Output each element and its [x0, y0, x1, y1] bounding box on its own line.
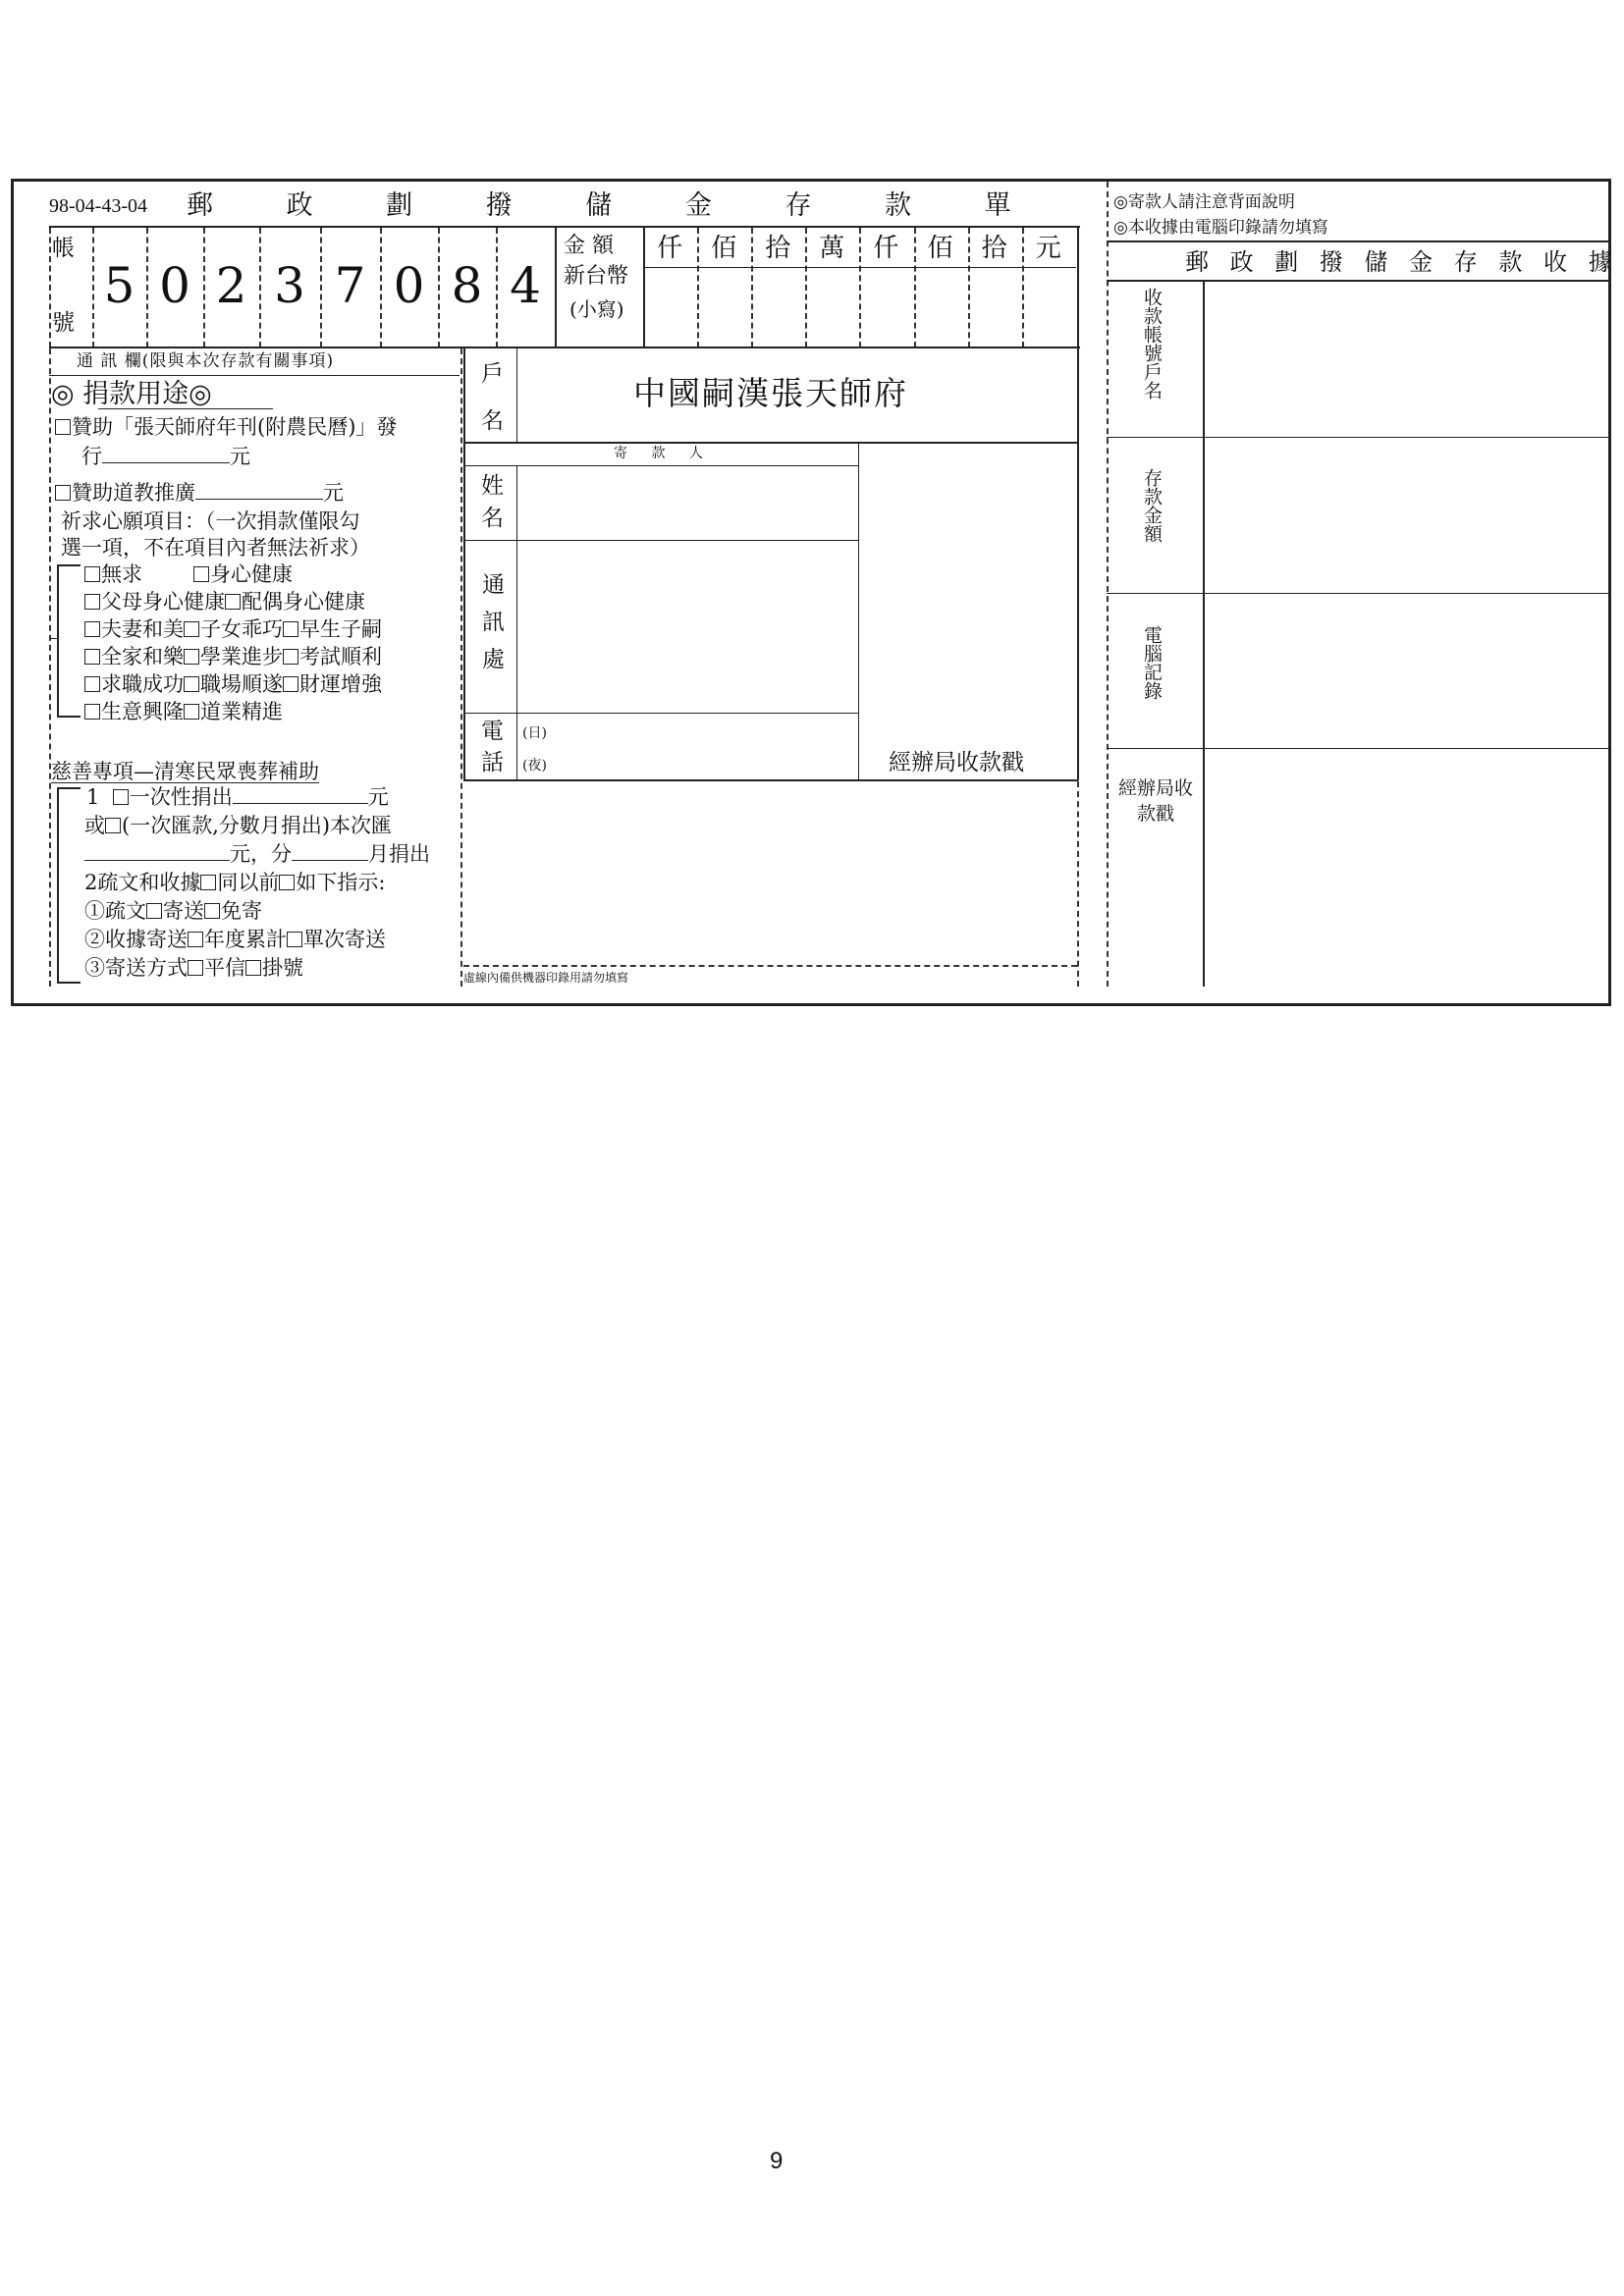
amount-unit-label: 佰: [711, 234, 737, 263]
charity-line-7: ③寄送方式 平信 掛號: [84, 956, 303, 980]
wish-checkbox[interactable]: [283, 649, 298, 665]
wish-label: 早生子嗣: [299, 617, 382, 641]
form-code: 98-04-43-04: [49, 195, 147, 217]
account-digit: 4: [510, 257, 541, 314]
payee-label-2: 名: [481, 408, 504, 434]
wish-label: 身心健康: [210, 562, 293, 586]
wish-label: 無求: [101, 562, 142, 586]
checkbox[interactable]: [279, 875, 295, 890]
wish-label: 職場順遂: [200, 672, 283, 696]
donation-item-2: 贊助道教推廣 元: [55, 483, 344, 504]
charity-bracket: [57, 787, 81, 984]
wish-label: 配偶身心健康: [242, 590, 365, 614]
amount-label-line2: 新台幣: [564, 264, 629, 289]
wish-row: [84, 647, 382, 667]
wish-row: [84, 592, 365, 613]
wish-label: 全家和樂: [101, 645, 184, 668]
wish-checkbox[interactable]: [84, 621, 100, 637]
account-digit: 7: [334, 257, 366, 314]
sender-right-border: [1077, 348, 1079, 780]
comm-left-edge: [49, 348, 51, 987]
donation-item-1: 贊助「張天師府年刊(附農民曆)」發: [55, 417, 397, 438]
wish-checkbox[interactable]: [184, 704, 199, 720]
checkbox[interactable]: [146, 903, 162, 919]
amount-unit-label: 拾: [981, 234, 1007, 263]
checkbox[interactable]: [245, 960, 261, 976]
wish-checkbox[interactable]: [283, 676, 298, 692]
amount-unit-label: 佰: [927, 234, 953, 263]
wish-row: [84, 619, 382, 640]
receipt-amount-label: 存款金額: [1141, 468, 1163, 543]
account-digit: 2: [215, 257, 247, 314]
name-label-2: 名: [481, 506, 504, 531]
page-number: 9: [770, 2148, 784, 2174]
receipt-separator: [1107, 182, 1109, 987]
wish-label: 夫妻和美: [101, 617, 184, 641]
wish-label: 學業進步: [200, 645, 283, 668]
receipt-stamp-label: 經辦局收款戳: [1117, 777, 1193, 825]
amount-label-line1: 金 額: [564, 234, 614, 258]
wish-checkbox[interactable]: [184, 621, 199, 637]
phone-day: (日): [522, 725, 547, 741]
wish-label: 父母身心健康: [101, 590, 225, 614]
stamp-column-border: [858, 444, 859, 779]
receipt-account-name-label: 收款帳號戶名: [1141, 288, 1163, 400]
checkbox[interactable]: [55, 485, 71, 501]
wish-checkbox[interactable]: [225, 594, 241, 610]
checkbox[interactable]: [55, 419, 71, 435]
wish-bracket: [57, 564, 81, 718]
account-left-edge: [49, 228, 51, 347]
checkbox[interactable]: [188, 960, 203, 976]
phone-night: (夜): [522, 758, 547, 774]
form-title: 郵 政 劃 撥 儲 金 存 款 單: [187, 190, 1044, 221]
account-digit: 3: [274, 257, 305, 314]
wish-intro-1: 祈求心願項目：（一次捐款僅限勾: [61, 509, 360, 533]
donation-heading: ◎ 捐款用途◎: [51, 379, 212, 409]
wish-label: 生意興隆: [101, 700, 184, 723]
amount-unit-label: 仟: [873, 234, 899, 263]
stamp-label: 經辦局收款戳: [889, 750, 1024, 775]
payee-name: 中國嗣漢張天師府: [633, 374, 908, 412]
wish-row: [84, 702, 283, 722]
wish-checkbox[interactable]: [84, 594, 100, 610]
amount-unit-label: 拾: [765, 234, 791, 263]
receipt-computer-record-label: 電腦記錄: [1141, 625, 1163, 700]
donation-heading-underline: [98, 408, 273, 409]
account-label-top: 帳: [52, 236, 75, 261]
wish-checkbox[interactable]: [84, 704, 100, 720]
wish-checkbox[interactable]: [184, 676, 199, 692]
account-row-bottom: [49, 347, 1080, 348]
wish-label: 道業精進: [200, 700, 283, 723]
amount-unit-label: 仟: [657, 234, 683, 263]
donation-item-1-line2: 行 元: [81, 445, 250, 468]
notice-1: ◎寄款人請注意背面說明: [1113, 192, 1295, 212]
address-label: 通訊處: [478, 572, 504, 684]
amount-unit-label: 元: [1035, 234, 1061, 263]
wish-intro-2: 選一項，不在項目內者無法祈求）: [61, 536, 370, 560]
checkbox[interactable]: [204, 903, 220, 919]
account-digit: 0: [393, 257, 425, 314]
name-label-1: 姓: [481, 473, 504, 499]
payee-label-1: 戶: [481, 361, 504, 387]
wish-label: 求職成功: [101, 672, 184, 696]
sender-header: 寄 款 人: [614, 446, 713, 461]
checkbox[interactable]: [287, 932, 302, 947]
wish-label: 子女乖巧: [200, 617, 283, 641]
charity-line-4: 2疏文和收據 同以前 如下指示:: [84, 871, 386, 894]
charity-heading: 慈善專項—清寒民眾喪葬補助: [51, 760, 319, 783]
checkbox[interactable]: [105, 818, 121, 833]
checkbox[interactable]: [188, 932, 203, 947]
wish-checkbox[interactable]: [193, 566, 209, 582]
charity-line-1: 1 一次性捐出 元: [86, 785, 389, 809]
checkbox[interactable]: [200, 875, 216, 890]
wish-checkbox[interactable]: [84, 649, 100, 665]
checkbox[interactable]: [113, 789, 129, 805]
amount-unit-divider: [643, 267, 1076, 268]
receipt-title: 郵 政 劃 撥 儲 金 存 款 收 據: [1185, 248, 1619, 276]
phone-label-1: 電: [481, 719, 504, 744]
comm-header: 通 訊 欄(限與本次存款有關事項): [77, 351, 335, 371]
account-digit: 5: [103, 257, 135, 314]
wish-checkbox[interactable]: [184, 649, 199, 665]
amount-unit-label: 萬: [819, 234, 845, 263]
account-label-bottom: 號: [52, 310, 75, 336]
wish-row: [84, 674, 382, 695]
wish-checkbox[interactable]: [84, 676, 100, 692]
charity-line-3: 元，分 月捐出: [84, 844, 430, 865]
phone-label-2: 話: [481, 750, 504, 775]
wish-row: [84, 564, 293, 585]
wish-checkbox[interactable]: [84, 566, 100, 582]
bottom-note: 虛線內備供機器印錄用請勿填寫: [463, 971, 629, 985]
account-digit: 0: [159, 257, 190, 314]
wish-label: 考試順利: [299, 645, 382, 668]
charity-line-6: ②收據寄送 年度累計 單次寄送: [84, 928, 386, 951]
receipt-label-divider: [1203, 282, 1205, 987]
account-digit: 8: [451, 257, 483, 314]
comm-right-edge: [460, 348, 462, 987]
charity-line-2: 或 (一次匯款,分數月捐出)本次匯: [84, 814, 393, 837]
sender-left-border: [463, 348, 465, 780]
charity-line-5: ①疏文 寄送 免寄: [84, 899, 262, 923]
wish-label: 財運增強: [299, 672, 382, 696]
wish-checkbox[interactable]: [283, 621, 298, 637]
amount-label-line3: (小寫): [569, 297, 624, 321]
notice-2: ◎本收據由電腦印錄請勿填寫: [1113, 218, 1328, 238]
